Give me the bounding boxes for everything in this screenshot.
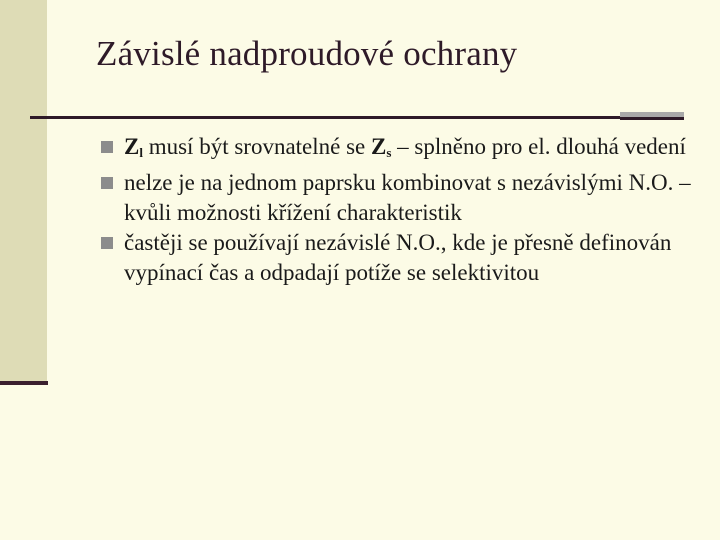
bullet-text-subscript: l	[139, 145, 143, 160]
title-divider-end	[620, 117, 684, 120]
bullet-text-subscript: s	[386, 145, 392, 160]
left-accent-band	[0, 0, 47, 384]
bullet-list	[100, 132, 700, 288]
bullet-text-segment: Z	[124, 134, 140, 159]
slide-title: Závislé nadproudové ochrany	[96, 34, 518, 73]
left-accent-line	[0, 381, 48, 385]
square-bullet-icon	[101, 237, 113, 249]
bullet-item	[100, 228, 700, 288]
bullet-item	[100, 132, 700, 168]
bullet-text-segment: musí být srovnatelné se	[142, 134, 372, 159]
bullet-text-segment: Z	[371, 134, 387, 159]
square-bullet-icon	[101, 177, 113, 189]
bullet-text-segment: častěji se používají nezávislé N.O., kde je přesně definován vypínací čas a odpadají potíže se selektivitou	[124, 230, 672, 285]
bullet-item	[100, 168, 700, 228]
square-bullet-icon	[101, 141, 113, 153]
title-divider	[30, 116, 620, 119]
bullet-text-segment: – splněno pro el. dlouhá vedení	[391, 134, 686, 159]
bullet-text-segment: nelze je na jednom paprsku kombinovat s nezávislými N.O. – kvůli možnosti křížení charakteristik	[124, 170, 691, 225]
